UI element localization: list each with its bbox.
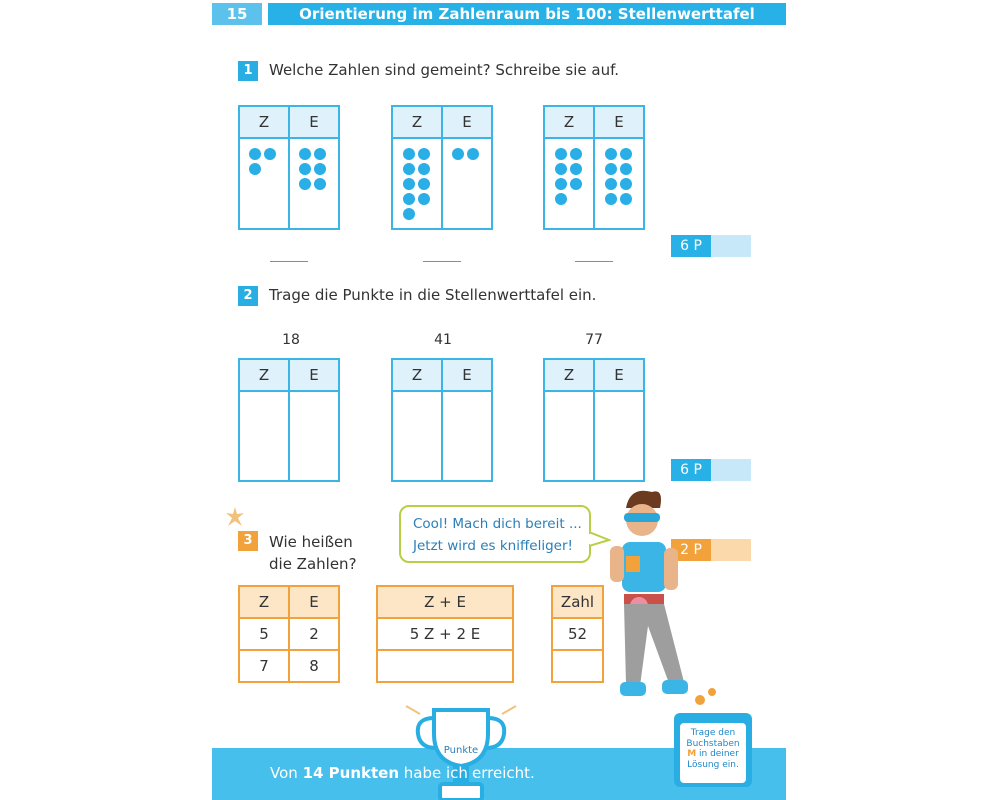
dot-icon xyxy=(555,178,567,190)
hint-letter: M xyxy=(687,749,697,759)
table-cell: 2 xyxy=(288,619,338,649)
z-header: Z xyxy=(393,107,443,137)
tens-column xyxy=(545,139,595,230)
dot-icon xyxy=(452,148,464,160)
score-label: 6 P xyxy=(671,235,711,257)
dot-icon xyxy=(299,163,311,175)
footer-suffix2: erreicht. xyxy=(472,764,535,782)
tens-column[interactable] xyxy=(240,392,290,482)
table-cell: 7 xyxy=(259,657,269,675)
dot-icon xyxy=(620,178,632,190)
dot-icon xyxy=(299,148,311,160)
task3-instruction xyxy=(269,531,357,575)
task1-table-2 xyxy=(391,105,493,230)
hint-line1: Trage den xyxy=(690,728,736,738)
e-header: E xyxy=(309,366,319,384)
dot-icon xyxy=(555,193,567,205)
z-header: Z xyxy=(545,360,595,390)
answer-blank[interactable] xyxy=(270,261,308,262)
table-cell: 8 xyxy=(288,651,338,681)
score-label: 6 P xyxy=(671,459,711,481)
star-icon xyxy=(224,506,246,528)
speech-line2: Jetzt wird es kniffeliger! xyxy=(413,538,573,554)
boy-character-illustration xyxy=(600,486,730,711)
table-cell: 52 xyxy=(567,625,588,643)
hint-line2: Buchstaben xyxy=(686,738,740,749)
z-header: Z xyxy=(258,593,270,611)
dot-icon xyxy=(570,163,582,175)
ones-column xyxy=(443,139,491,230)
tens-column xyxy=(240,139,290,230)
dot-icon xyxy=(403,148,415,160)
e-header: E xyxy=(288,587,338,617)
dot-icon xyxy=(403,208,415,220)
zahl-table xyxy=(551,585,604,683)
answer-cell[interactable] xyxy=(378,651,512,681)
dot-icon xyxy=(620,163,632,175)
task2-table-3[interactable] xyxy=(543,358,645,482)
answer-blank[interactable] xyxy=(423,261,461,262)
task2-number-label: 77 xyxy=(585,332,603,348)
dot-icon xyxy=(314,148,326,160)
tens-column xyxy=(393,139,443,230)
dot-icon xyxy=(605,193,617,205)
score-label: 2 P xyxy=(671,539,711,561)
z-header: Z xyxy=(240,360,290,390)
sum-table xyxy=(376,585,514,683)
page-number: 15 xyxy=(212,3,262,25)
task2-score xyxy=(671,459,751,481)
ones-column[interactable] xyxy=(443,392,491,482)
task1-score xyxy=(671,235,751,257)
footer-suffix: habe ich xyxy=(399,764,468,782)
footer-text xyxy=(270,764,468,782)
ones-column[interactable] xyxy=(290,392,338,482)
task3-number: 3 xyxy=(238,531,258,551)
e-header: E xyxy=(462,113,472,131)
z-header: Z xyxy=(393,360,443,390)
dot-icon xyxy=(249,148,261,160)
z-header: Z xyxy=(240,107,290,137)
sum-header: Z + E xyxy=(424,593,466,611)
table-cell: 5 xyxy=(259,625,269,643)
e-header: E xyxy=(614,366,624,384)
hint-line3-wrap xyxy=(680,749,746,760)
task2-table-2[interactable] xyxy=(391,358,493,482)
table-cell: 5 Z + 2 E xyxy=(409,625,481,643)
task1-instruction: Welche Zahlen sind gemeint? Schreibe sie auf. xyxy=(269,61,620,79)
trophy-label: Punkte xyxy=(443,745,479,756)
speech-bubble xyxy=(399,505,591,563)
dot-icon xyxy=(570,178,582,190)
dot-icon xyxy=(467,148,479,160)
dot-icon xyxy=(570,148,582,160)
dot-icon xyxy=(314,178,326,190)
dot-icon xyxy=(264,148,276,160)
tens-column[interactable] xyxy=(545,392,595,482)
page-title: Orientierung im Zahlenraum bis 100: Stellenwerttafel xyxy=(268,3,786,25)
footer-points: 14 Punkten xyxy=(302,764,400,782)
dot-icon xyxy=(605,148,617,160)
task1-table-3 xyxy=(543,105,645,230)
dot-icon xyxy=(403,178,415,190)
dot-icon xyxy=(403,193,415,205)
dot-icon xyxy=(299,178,311,190)
dot-icon xyxy=(314,163,326,175)
task2-number-label: 18 xyxy=(282,332,300,348)
e-header: E xyxy=(309,113,319,131)
hint-line4: Lösung ein. xyxy=(687,759,739,770)
dot-icon xyxy=(418,148,430,160)
dot-icon xyxy=(605,178,617,190)
dot-icon xyxy=(418,193,430,205)
dot-icon xyxy=(620,193,632,205)
dot-icon xyxy=(418,163,430,175)
footer-prefix: Von xyxy=(270,764,303,782)
task1-number: 1 xyxy=(238,61,258,81)
speech-line1: Cool! Mach dich bereit ... xyxy=(413,516,582,532)
zahl-header: Zahl xyxy=(560,593,595,611)
task1-table-1 xyxy=(238,105,340,230)
z-header: Z xyxy=(545,107,595,137)
e-header: E xyxy=(462,366,472,384)
dot-icon xyxy=(418,178,430,190)
dot-icon xyxy=(620,148,632,160)
task2-instruction: Trage die Punkte in die Stellenwerttafel ein. xyxy=(269,286,597,304)
task2-number: 2 xyxy=(238,286,258,306)
hint-text xyxy=(680,723,746,783)
ze-table xyxy=(238,585,340,683)
hint-line3: in deiner xyxy=(696,749,739,759)
answer-blank[interactable] xyxy=(575,261,613,262)
tens-column[interactable] xyxy=(393,392,443,482)
task3-instruction-line2: die Zahlen? xyxy=(269,555,357,573)
dot-icon xyxy=(555,148,567,160)
dot-icon xyxy=(605,163,617,175)
ones-column[interactable] xyxy=(595,392,643,482)
dot-icon xyxy=(249,163,261,175)
ones-column xyxy=(595,139,643,230)
task2-number-label: 41 xyxy=(434,332,452,348)
e-header: E xyxy=(614,113,624,131)
task3-instruction-line1: Wie heißen xyxy=(269,533,353,551)
dot-icon xyxy=(403,163,415,175)
ones-column xyxy=(290,139,338,230)
dot-icon xyxy=(555,163,567,175)
answer-cell[interactable] xyxy=(553,651,602,681)
task2-table-1[interactable] xyxy=(238,358,340,482)
